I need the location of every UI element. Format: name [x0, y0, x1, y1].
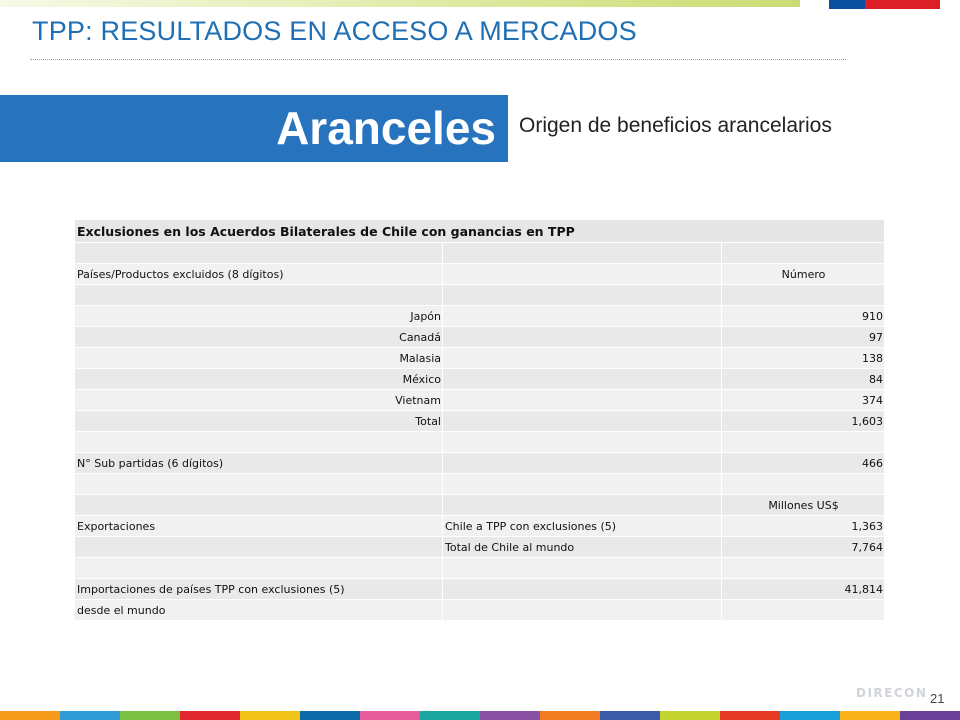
- table-cell-detail: [443, 495, 722, 516]
- table-cell-detail: [443, 369, 722, 390]
- color-bar-segment: [360, 711, 420, 720]
- table-cell-value: [722, 474, 885, 495]
- table-cell-detail: [443, 348, 722, 369]
- table-cell-value: 41,814: [722, 579, 885, 600]
- table-cell-label: [75, 285, 443, 306]
- table-cell-label: Países/Productos excluidos (8 dígitos): [75, 264, 443, 285]
- table-cell-label: [75, 537, 443, 558]
- table-row: [75, 600, 885, 621]
- color-bar-segment: [600, 711, 660, 720]
- table-cell-label: [75, 243, 443, 264]
- table-cell-label: [75, 495, 443, 516]
- color-bar-segment: [300, 711, 360, 720]
- color-bar-segment: [660, 711, 720, 720]
- color-bar-segment: [0, 711, 60, 720]
- table-title-row: [75, 220, 885, 243]
- table-cell-value: 466: [722, 453, 885, 474]
- color-bar-segment: [420, 711, 480, 720]
- color-bar-segment: [60, 711, 120, 720]
- table-row: [75, 369, 885, 390]
- table-cell-value: 910: [722, 306, 885, 327]
- table-row: [75, 348, 885, 369]
- top-accent-gradient: [0, 0, 800, 7]
- table-row: [75, 453, 885, 474]
- table-cell-detail: [443, 453, 722, 474]
- table-cell-label: [75, 474, 443, 495]
- table-cell-value: 374: [722, 390, 885, 411]
- table-cell-detail: [443, 579, 722, 600]
- table-cell-detail: [443, 306, 722, 327]
- title-divider: [30, 59, 846, 60]
- table-cell-label: [75, 432, 443, 453]
- section-label: Aranceles: [276, 102, 496, 154]
- table-row: [75, 579, 885, 600]
- page-number: 21: [930, 691, 945, 706]
- table-cell-detail: [443, 243, 722, 264]
- exclusions-table: [74, 219, 885, 621]
- table-cell-value: [722, 243, 885, 264]
- table-row: [75, 264, 885, 285]
- table-row: [75, 285, 885, 306]
- table-cell-value: [722, 432, 885, 453]
- table-title: Exclusiones en los Acuerdos Bilaterales de Chile con ganancias en TPP: [75, 220, 885, 243]
- color-bar-segment: [540, 711, 600, 720]
- table-cell-value: 1,363: [722, 516, 885, 537]
- color-bar-segment: [180, 711, 240, 720]
- table-cell-label: [75, 558, 443, 579]
- table-cell-detail: Chile a TPP con exclusiones (5): [443, 516, 722, 537]
- table-row: [75, 390, 885, 411]
- table-cell-detail: Total de Chile al mundo: [443, 537, 722, 558]
- table-cell-detail: [443, 411, 722, 432]
- color-bar-segment: [840, 711, 900, 720]
- table-cell-detail: [443, 390, 722, 411]
- table-cell-detail: [443, 600, 722, 621]
- table-cell-label: Importaciones de países TPP con exclusiones (5): [75, 579, 443, 600]
- color-bar-segment: [480, 711, 540, 720]
- table-cell-label: Vietnam: [75, 390, 443, 411]
- color-bar-segment: [900, 711, 960, 720]
- table-cell-value: 138: [722, 348, 885, 369]
- table-cell-label: Japón: [75, 306, 443, 327]
- table-cell-label: N° Sub partidas (6 dígitos): [75, 453, 443, 474]
- brand-watermark: DIRECON: [856, 686, 928, 700]
- table-cell-label: México: [75, 369, 443, 390]
- table-cell-value: [722, 285, 885, 306]
- flag-stripe-blue: [829, 0, 865, 9]
- table-row: [75, 495, 885, 516]
- table-body: [75, 220, 885, 621]
- section-subtitle: Origen de beneficios arancelarios: [519, 114, 832, 137]
- table-row: [75, 411, 885, 432]
- table-cell-detail: [443, 264, 722, 285]
- table-cell-label: Total: [75, 411, 443, 432]
- table-cell-value: [722, 600, 885, 621]
- table-cell-value: Número: [722, 264, 885, 285]
- flag-stripe-red: [865, 0, 940, 9]
- table-row: [75, 474, 885, 495]
- table-cell-detail: [443, 327, 722, 348]
- page-title: TPP: RESULTADOS EN ACCESO A MERCADOS: [32, 16, 637, 46]
- color-bar-segment: [240, 711, 300, 720]
- table-cell-value: Millones US$: [722, 495, 885, 516]
- table-cell-detail: [443, 474, 722, 495]
- table-cell-label: desde el mundo: [75, 600, 443, 621]
- footer-color-bar: [0, 711, 960, 720]
- table-row: [75, 558, 885, 579]
- color-bar-segment: [780, 711, 840, 720]
- section-banner: [0, 95, 508, 162]
- table-row: [75, 537, 885, 558]
- color-bar-segment: [720, 711, 780, 720]
- color-bar-segment: [120, 711, 180, 720]
- table-cell-detail: [443, 432, 722, 453]
- table-cell-detail: [443, 558, 722, 579]
- table-row: [75, 243, 885, 264]
- table-cell-label: Exportaciones: [75, 516, 443, 537]
- table-cell-value: 1,603: [722, 411, 885, 432]
- table-row: [75, 327, 885, 348]
- table-cell-value: 97: [722, 327, 885, 348]
- table-cell-detail: [443, 285, 722, 306]
- table-row: [75, 516, 885, 537]
- table-cell-value: [722, 558, 885, 579]
- table-cell-value: 84: [722, 369, 885, 390]
- table-cell-label: Malasia: [75, 348, 443, 369]
- table-row: [75, 306, 885, 327]
- table-cell-value: 7,764: [722, 537, 885, 558]
- table-row: [75, 432, 885, 453]
- table-cell-label: Canadá: [75, 327, 443, 348]
